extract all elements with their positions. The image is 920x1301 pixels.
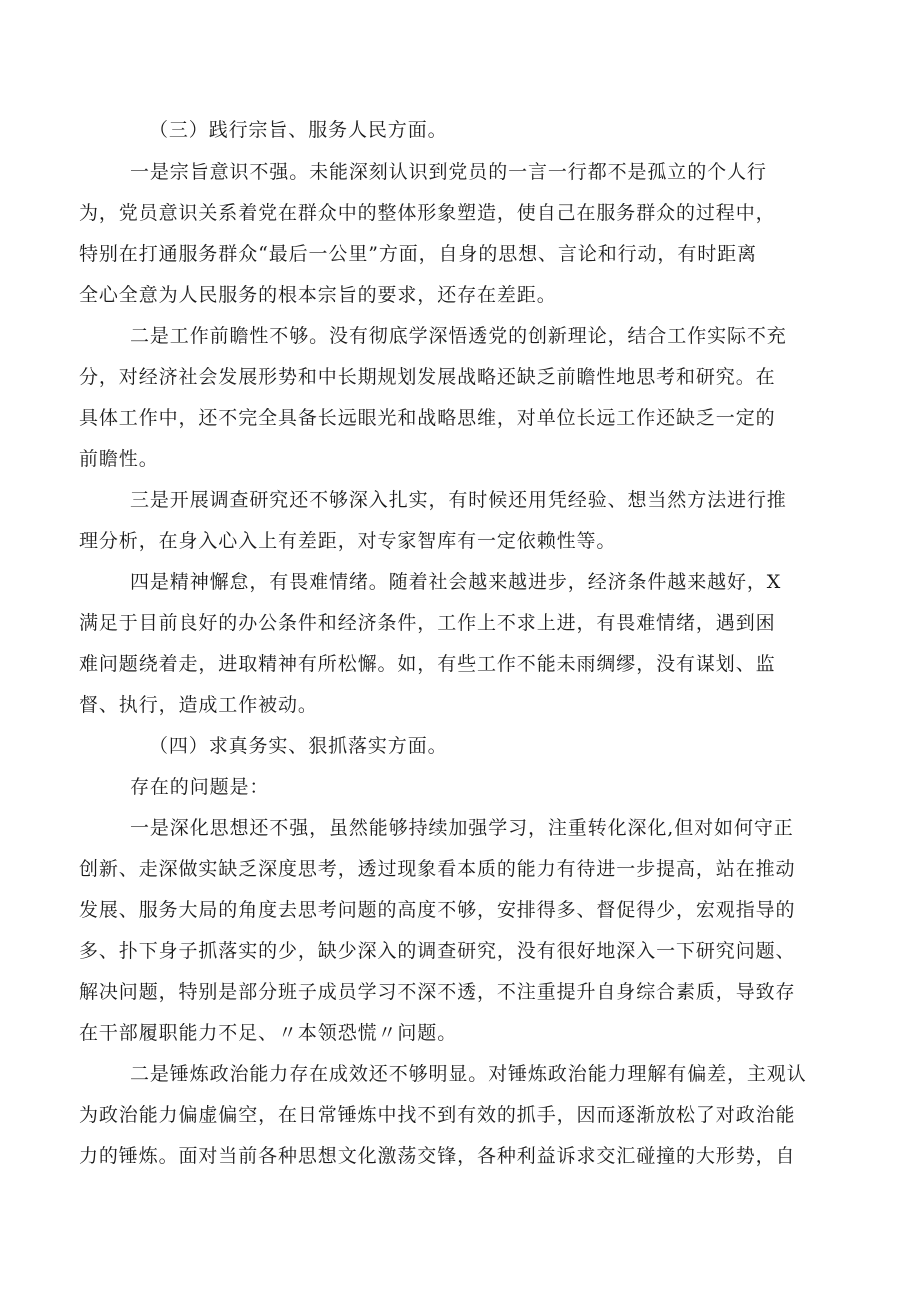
paragraph-line: 满足于目前良好的办公条件和经济条件，工作上不求上进，有畏难情绪，遇到困 [79,612,776,634]
paragraph-line: 力的锤炼。面对当前各种思想文化激荡交锋，各种利益诉求交汇碰撞的大形势，自 [79,1145,796,1167]
paragraph-line: 三是开展调查研究还不够深入扎实，有时候还用凭经验、想当然方法进行推 [130,489,787,511]
paragraph-line: 创新、走深做实缺乏深度思考，透过现象看本质的能力有待进一步提高，站在推动 [79,858,796,880]
paragraph-line: 发展、服务大局的角度去思考问题的高度不够，安排得多、督促得少，宏观指导的 [79,899,796,921]
paragraph-line: 二是锤炼政治能力存在成效还不够明显。对锤炼政治能力理解有偏差，主观认 [130,1063,807,1085]
paragraph-line: 难问题绕着走，进取精神有所松懈。如，有些工作不能未雨绸缪，没有谋划、监 [79,653,776,675]
paragraph-line: 督、执行，造成工作被动。 [79,694,318,716]
paragraph-line: 为政治能力偏虚偏空，在日常锤炼中找不到有效的抓手，因而逐渐放松了对政治能 [79,1104,796,1126]
paragraph-line: 特别在打通服务群众“最后一公里”方面，自身的思想、言论和行动，有时距离 [79,243,757,265]
paragraph-line: 分，对经济社会发展形势和中长期规划发展战略还缺乏前瞻性地思考和研究。在 [79,366,776,388]
paragraph-line: 理分析，在身入心入上有差距，对专家智库有一定依赖性等。 [79,530,617,552]
paragraph-line: 全心全意为人民服务的根本宗旨的要求，还存在差距。 [79,284,557,306]
paragraph-line: 四是精神懈怠，有畏难情绪。随着社会越来越进步，经济条件越来越好，X [130,571,782,593]
paragraph-line: 前瞻性。 [79,448,159,470]
section-heading-4: （四）求真务实、狠抓落实方面。 [149,735,448,757]
paragraph-line: 为，党员意识关系着党在群众中的整体形象塑造，使自己在服务群众的过程中， [79,202,776,224]
paragraph-line: 一是宗旨意识不强。未能深刻认识到党员的一言一行都不是孤立的个人行 [130,161,767,183]
paragraph-line: 在干部履职能力不足、〃本领恐慌〃问题。 [79,1022,458,1044]
paragraph-line: 解决问题，特别是部分班子成员学习不深不透，不注重提升自身综合素质，导致存 [79,981,796,1003]
paragraph-line: 存在的问题是： [130,776,270,798]
paragraph-line: 多、扑下身子抓落实的少，缺少深入的调查研究，没有很好地深入一下研究问题、 [79,940,796,962]
paragraph-line: 具体工作中，还不完全具备长远眼光和战略思维，对单位长远工作还缺乏一定的 [79,407,776,429]
paragraph-line: 一是深化思想还不强，虽然能够持续加强学习，注重转化深化,但对如何守正 [130,817,794,839]
paragraph-line: 二是工作前瞻性不够。没有彻底学深悟透党的创新理论，结合工作实际不充 [130,325,787,347]
section-heading-3: （三）践行宗旨、服务人民方面。 [149,119,448,141]
